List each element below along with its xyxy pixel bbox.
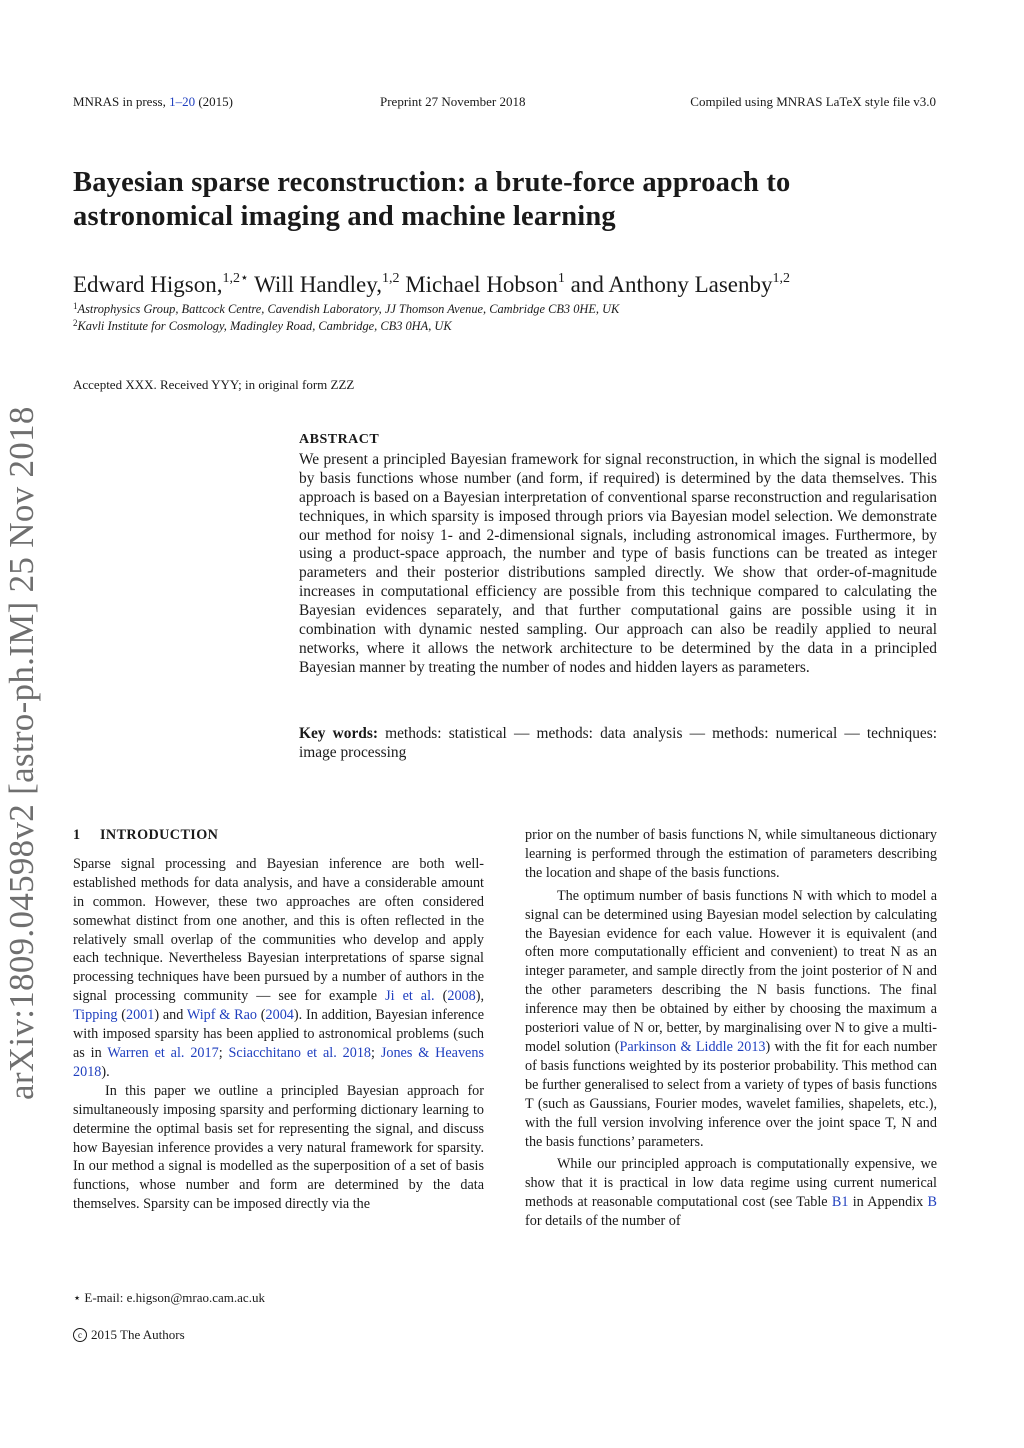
citation-link[interactable]: Wipf & Rao — [186, 1007, 257, 1024]
appendix-reference-link[interactable]: B — [927, 1194, 937, 1211]
author-affiliation-mark: 1,2 — [772, 271, 790, 286]
citation-link[interactable]: 2008 — [447, 988, 476, 1005]
author-name: Michael Hobson — [399, 272, 558, 297]
running-header-journal: MNRAS in press, 1–20 (2015) — [73, 94, 233, 109]
arxiv-identifier-stamp: arXiv:1809.04598v2 [astro-ph.IM] 25 Nov 2018 — [2, 406, 41, 1100]
citation-link[interactable]: Sciacchitano et al. 2018 — [228, 1044, 372, 1061]
section-number: 1 — [73, 827, 81, 843]
copyright-icon: c — [73, 1328, 87, 1342]
acceptance-info: Accepted XXX. Received YYY; in original form ZZZ — [73, 377, 355, 392]
body-column-left — [73, 826, 484, 1214]
author-affiliation-mark: 1 — [557, 271, 565, 286]
copyright-notice: c 2015 The Authors — [73, 1327, 185, 1343]
body-column-right — [525, 826, 937, 1231]
footnote-mark: ⋆ — [73, 1290, 82, 1305]
citation-link[interactable]: 2004 — [265, 1007, 294, 1024]
author-affiliation-mark: 1,2 — [381, 271, 400, 286]
abstract-heading: ABSTRACT — [299, 432, 380, 447]
table-reference-link[interactable]: B1 — [831, 1194, 849, 1211]
author-name: and Anthony Lasenby — [564, 272, 773, 297]
citation-link[interactable]: Ji et al. — [385, 988, 435, 1005]
keywords-list: methods: statistical — methods: data analysis — methods: numerical — techniques: image processing — [299, 725, 937, 761]
paragraph: The optimum number of basis functions N with which to model a signal can be determined using Bayesian model selection by calculating the Bayesian evidence for each value. However it is equivalent (and often more computationally efficient and convenient) to treat N as an integer parameter, and sample directly from the joint posterior of N and the other parameters describing the N basis functions. The final inference may then be obtained by either by choosing the maximum a posteriori value of N or, better, by marginalising over N to give a multi-model solution (Parkinson & Liddle 2013) with the fit for each number of basis functions weighted by its posterior probability. This method can be further generalised to select from a variety of types of basis functions T (such as Gaussians, Fourier modes, wavelet families, shapelets, etc.), with the full version involving inference over the joint space T, N and the basis functions’ parameters. — [525, 887, 937, 1150]
citation-link[interactable]: Tipping — [73, 1007, 118, 1024]
paper-title: Bayesian sparse reconstruction: a brute-force approach to astronomical imaging and machine learning — [73, 167, 791, 232]
author-name: Will Handley, — [248, 272, 382, 297]
section-heading — [73, 826, 484, 845]
author-list — [73, 272, 790, 298]
footnote-email: ⋆ E-mail: e.higson@mrao.cam.ac.uk — [73, 1290, 265, 1305]
keywords — [299, 724, 937, 762]
citation-link[interactable]: Warren et al. 2017 — [107, 1044, 219, 1061]
abstract — [299, 431, 937, 678]
abstract-text: We present a principled Bayesian framework for signal reconstruction, in which the signal is modelled by basis functions whose number (and form, if required) is determined by the data themselves. This approach is based on a Bayesian interpretation of conventional sparse reconstruction and regularisation techniques, in which sparsity is imposed through priors via Bayesian model selection. We demonstrate our method for noisy 1- and 2-dimensional signals, including astronomical images. Furthermore, by using a product-space approach, the number and type of basis functions can be treated as integer parameters and their posterior distributions sampled directly. We show that order-of-magnitude increases in computational efficiency are possible from this technique compared to calculating the Bayesian evidences separately, and that further computational gains are possible using it in combination with dynamic nested sampling. Our approach can also be readily applied to neural networks, where it allows the network architecture to be determined by the data in a principled Bayesian manner by treating the number of nodes and hidden layers as parameters. — [299, 450, 937, 676]
paragraph: Sparse signal processing and Bayesian inference are both well-established methods for data analysis, and have a considerable amount in common. However, these two approaches are often considered somewhat distinct from one another, and this is often reflected in the relatively small overlap of the communities who develop and apply each technique. Nevertheless Bayesian interpretations of sparse signal processing techniques have been pursued by a number of authors in the signal processing community — see for example Ji et al. (2008), Tipping (2001) and Wipf & Rao (2004). In addition, Bayesian inference with imposed sparsity has been applied to astronomical problems (such as in Warren et al. 2017; Sciacchitano et al. 2018; Jones & Heavens 2018). — [73, 855, 484, 1080]
keywords-label: Key words: — [299, 725, 378, 742]
citation-link[interactable]: 2001 — [125, 1007, 155, 1024]
running-header-preprint-date: Preprint 27 November 2018 — [380, 94, 526, 109]
citation-link[interactable]: Parkinson & Liddle 2013 — [619, 1038, 766, 1055]
paragraph: In this paper we outline a principled Bayesian approach for simultaneously imposing sparsity and performing dictionary learning to determine the optimal basis set for representing the signal, and discuss how Bayesian inference provides a very natural framework for sparsity. In our method a signal is modelled as the superposition of a set of basis functions, whose number and form are determined by the data themselves. Sparsity can be imposed directly via the — [73, 1082, 484, 1213]
author-affiliation-mark: 1,2⋆ — [222, 271, 249, 286]
section-title: INTRODUCTION — [100, 827, 219, 843]
pages-link[interactable]: 1–20 — [169, 94, 196, 109]
citation-link[interactable]: Jones & Heavens 2018 — [73, 1044, 484, 1080]
paragraph: prior on the number of basis functions N, while simultaneous dictionary learning is performed through the estimation of parameters describing the location and shape of the basis functions. — [525, 827, 937, 881]
affiliation: $^2$Kavli Institute for Cosmology, Madingley Road, Cambridge, CB3 0HA, UK — [73, 318, 452, 333]
author-name: Edward Higson, — [73, 272, 223, 297]
paragraph: While our principled approach is computationally expensive, we show that it is practical in low data regime using current numerical methods at reasonable computational cost (see Table B1 in Appendix B for details of the number of — [525, 1156, 937, 1230]
affiliation: $^1$Astrophysics Group, Battcock Centre, Cavendish Laboratory, JJ Thomson Avenue, Cambridge CB3 0HE, UK — [73, 301, 620, 316]
running-header-compiled: Compiled using MNRAS LaTeX style file v3.0 — [690, 94, 936, 109]
